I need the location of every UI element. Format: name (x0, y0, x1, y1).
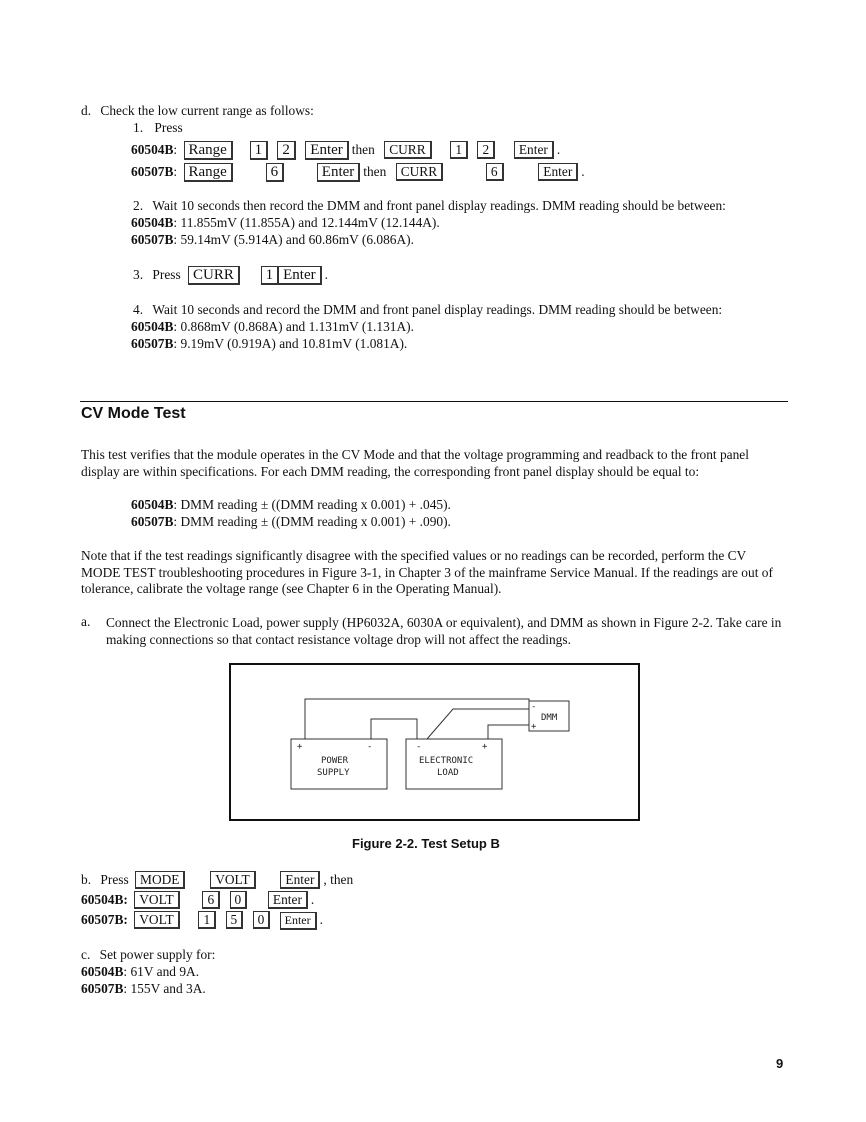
reading-range: 11.855mV (11.855A) and 12.144mV (12.144A). (177, 215, 440, 230)
step-d-4-num: 4. (133, 302, 144, 317)
step-b-60507b (81, 911, 323, 930)
test-setup-figure (229, 663, 640, 821)
enter-key: Enter (514, 141, 554, 159)
colon: : (173, 142, 178, 157)
volt-key: VOLT (134, 891, 179, 909)
digit-key: 2 (477, 141, 495, 159)
period: . (581, 164, 585, 179)
model-60504b-label: 60504B (131, 319, 174, 334)
step-b-press: Press (100, 872, 129, 887)
digit-key: 6 (486, 163, 504, 181)
range-key: Range (184, 141, 233, 160)
step-d-letter: d. (81, 103, 92, 118)
digit-key: 2 (277, 141, 296, 160)
period: . (324, 267, 328, 282)
section-rule (80, 401, 788, 402)
step-d-1-line (133, 120, 183, 136)
formula-text: : DMM reading ± ((DMM reading x 0.001) + .045). (173, 497, 451, 512)
step-b-letter: b. (81, 872, 92, 887)
curr-key: CURR (188, 266, 240, 285)
step-c-line (81, 947, 215, 963)
keys-60507b-range (131, 163, 585, 182)
page-number: 9 (776, 1056, 784, 1071)
dmm-plus: + (531, 722, 537, 732)
wire (427, 709, 529, 739)
colon: : (173, 336, 178, 351)
step-d-3-num: 3. (133, 267, 144, 282)
load-label-1: ELECTRONIC (419, 756, 474, 766)
section-intro: This test verifies that the module operates in the CV Mode and that the voltage programming and readback to the front panel display are within specifications. For each DMM reading, the corresponding front panel display should be equal to: (81, 447, 749, 479)
model-60507b-label: 60507B: (81, 912, 128, 927)
enter-key: Enter (317, 163, 360, 182)
period: . (556, 142, 561, 157)
model-60507b-label: 60507B (131, 232, 174, 247)
colon: : (173, 215, 178, 230)
enter-key: Enter (278, 266, 321, 285)
period: . (319, 912, 323, 927)
step-d-1-num: 1. (133, 120, 144, 135)
wire (371, 719, 417, 739)
curr-key: CURR (384, 141, 431, 159)
digit-key: 6 (202, 891, 220, 909)
volt-key: VOLT (210, 871, 255, 889)
model-60507b-label: 60507B (131, 164, 174, 179)
model-60507b-label: 60507B (81, 981, 124, 996)
step-d-2-60507b (131, 232, 414, 248)
enter-key: Enter (538, 163, 578, 181)
step-d-text: Check the low current range as follows: (100, 103, 314, 118)
curr-key: CURR (396, 163, 443, 181)
step-a-text: Connect the Electronic Load, power supply (HP6032A, 6030A or equivalent), and DMM as shown in Figure 2-2. Take care in making connections so that contact resistance voltage drop will not affect the readings. (106, 615, 782, 647)
colon: : (173, 232, 178, 247)
then-text: , then (323, 872, 354, 887)
dmm-minus: - (531, 702, 537, 712)
step-d-1-text: Press (154, 120, 183, 135)
enter-key: Enter (280, 871, 320, 889)
ps-label-2: SUPPLY (317, 768, 350, 778)
model-60504b-label: 60504B (131, 497, 174, 512)
load-minus: - (416, 742, 422, 752)
step-c-letter: c. (81, 947, 91, 962)
step-a-letter: a. (81, 614, 91, 629)
ps-label-1: POWER (321, 756, 349, 766)
digit-key: 5 (226, 911, 244, 929)
step-d-2-line (133, 198, 726, 214)
reading-range: 0.868mV (0.868A) and 1.131mV (1.131A). (177, 319, 414, 334)
reading-range: 9.19mV (0.919A) and 10.81mV (1.081A). (177, 336, 408, 351)
step-d-4-text: Wait 10 seconds and record the DMM and front panel display readings. DMM reading should be between: (152, 302, 723, 317)
reading-range: 59.14mV (5.914A) and 60.86mV (6.086A). (177, 232, 414, 247)
step-d-2-num: 2. (133, 198, 144, 213)
digit-key: 6 (266, 163, 285, 182)
setting-text: : 61V and 9A. (123, 964, 200, 979)
model-60504b-label: 60504B (81, 964, 124, 979)
step-d-line (81, 103, 314, 119)
model-60504b-label: 60504B: (81, 892, 128, 907)
step-d-4-60504b (131, 319, 414, 335)
step-c-text: Set power supply for: (99, 947, 216, 962)
step-d-2-text: Wait 10 seconds then record the DMM and front panel display readings. DMM reading should be between: (152, 198, 726, 213)
step-b-line (81, 871, 353, 889)
keys-60504b-range (131, 141, 560, 160)
model-60504b-label: 60504B (131, 142, 174, 157)
ps-minus: - (367, 742, 373, 752)
model-60507b-label: 60507B (131, 336, 174, 351)
digit-key: 1 (450, 141, 468, 159)
step-d-3-line (133, 266, 328, 285)
mode-key: MODE (135, 871, 185, 889)
step-d-4-line (133, 302, 722, 318)
formula-text: : DMM reading ± ((DMM reading x 0.001) + .090). (173, 514, 451, 529)
formula-60507b (131, 514, 451, 530)
dmm-label: DMM (541, 713, 558, 723)
digit-key: 0 (253, 911, 271, 929)
range-key: Range (184, 163, 233, 182)
then-text: then (351, 142, 375, 157)
note-paragraph: Note that if the test readings significantly disagree with the specified values or no readings can be recorded, perform the CV MODE TEST troubleshooting procedures in Figure 3-1, in Chapter 3 of the mainframe Service Manual. If the readings are out of tolerance, calibrate the voltage range (see Chapter 6 in the Operating Manual). (81, 548, 773, 596)
then-text: then (363, 164, 387, 179)
step-c-60507b (81, 981, 206, 997)
digit-key: 1 (250, 141, 269, 160)
colon: : (173, 319, 178, 334)
step-d-4-60507b (131, 336, 407, 352)
period: . (310, 892, 315, 907)
wiring-diagram (231, 665, 638, 819)
load-label-2: LOAD (437, 768, 459, 778)
digit-key: 1 (198, 911, 216, 929)
step-b-60504b (81, 891, 314, 909)
wire (488, 725, 529, 739)
step-d-3-text: Press (152, 267, 181, 282)
digit-key: 0 (230, 891, 248, 909)
ps-plus: + (297, 742, 303, 752)
figure-caption: Figure 2-2. Test Setup B (352, 836, 500, 851)
load-plus: + (482, 742, 488, 752)
model-60507b-label: 60507B (131, 514, 174, 529)
setting-text: : 155V and 3A. (123, 981, 206, 996)
enter-key: Enter (268, 891, 308, 909)
step-c-60504b (81, 964, 199, 980)
volt-key: VOLT (134, 911, 179, 929)
model-60504b-label: 60504B (131, 215, 174, 230)
step-d-2-60504b (131, 215, 440, 231)
colon: : (173, 164, 178, 179)
enter-key: Enter (305, 141, 348, 160)
section-title: CV Mode Test (81, 405, 186, 422)
enter-key: Enter (280, 912, 317, 930)
formula-60504b (131, 497, 451, 513)
digit-key: 1 (261, 266, 280, 285)
